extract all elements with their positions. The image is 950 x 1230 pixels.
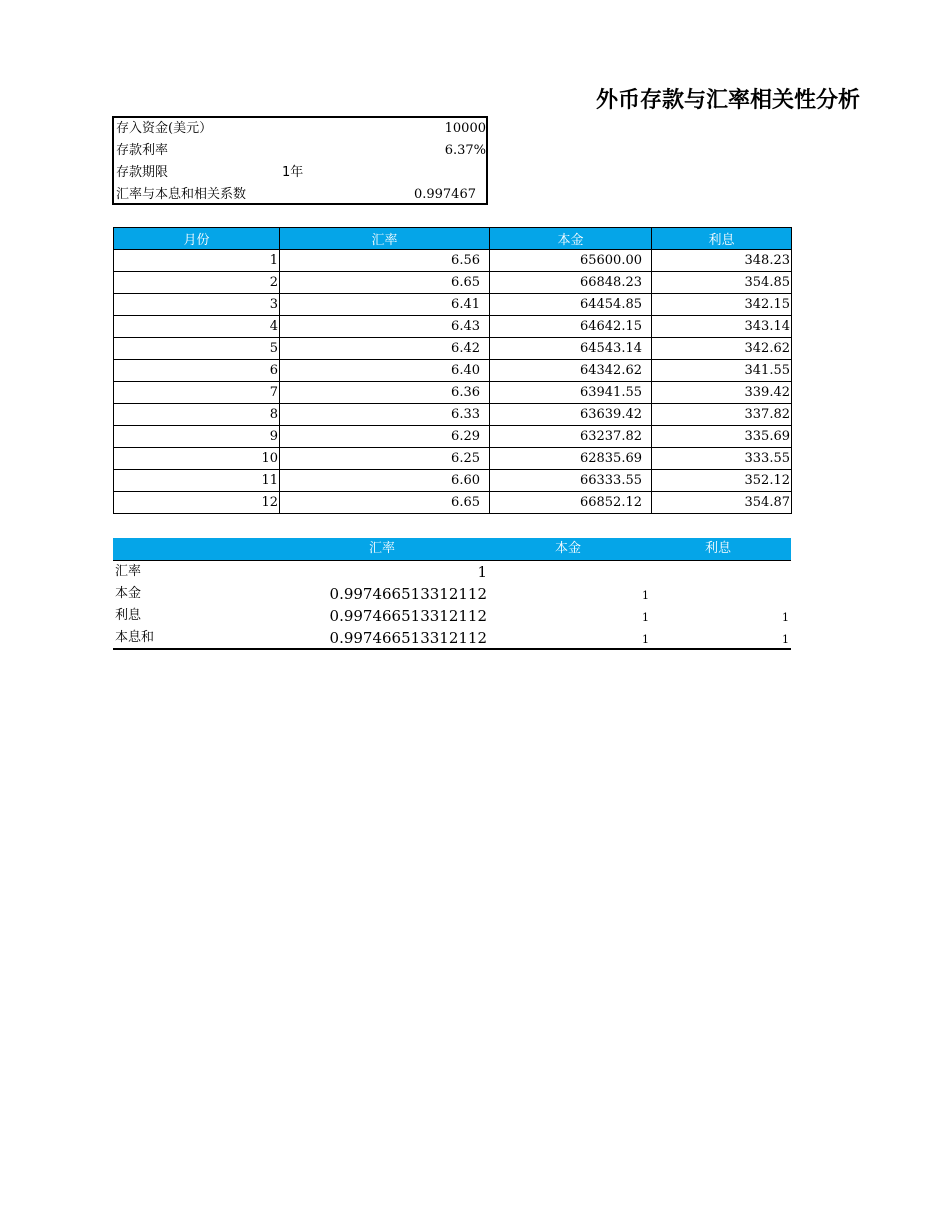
table-row [114,470,792,492]
header-rate: 汇率 [280,228,490,250]
corr-label: 本金 [115,586,142,601]
cell-interest[interactable]: 352.12 [652,470,792,492]
cell-interest[interactable]: 354.87 [652,492,792,514]
cell-rate[interactable]: 6.43 [280,316,490,338]
cell-interest[interactable]: 333.55 [652,448,792,470]
corr-cell-rate[interactable]: 0.997466513312112 [329,629,487,647]
cell-principal[interactable]: 65600.00 [490,250,652,272]
page-title: 外币存款与汇率相关性分析 [596,88,861,113]
corr-cell-rate[interactable]: 1 [477,563,487,581]
cell-interest[interactable]: 342.15 [652,294,792,316]
header-month: 月份 [114,228,280,250]
table-row [114,294,792,316]
table-row [114,338,792,360]
corr-label: 本息和 [115,630,155,645]
cell-rate[interactable]: 6.65 [280,492,490,514]
cell-rate[interactable]: 6.65 [280,272,490,294]
cell-principal[interactable]: 64342.62 [490,360,652,382]
table-row [114,426,792,448]
table-row [114,272,792,294]
corr-label: 汇率 [115,564,142,579]
table-row [114,360,792,382]
cell-principal[interactable]: 64642.15 [490,316,652,338]
cell-month[interactable]: 2 [114,272,280,294]
corr-header-principal: 本金 [555,541,582,556]
table-row [114,382,792,404]
correlation-row [113,561,791,583]
corr-cell-principal[interactable]: 1 [642,589,649,602]
param-label-rate: 存款利率 [116,143,169,158]
cell-principal[interactable]: 66333.55 [490,470,652,492]
table-row [114,492,792,514]
table-row [114,404,792,426]
corr-label: 利息 [115,608,142,623]
corr-cell-interest[interactable]: 1 [782,633,789,646]
table-row [114,448,792,470]
cell-interest[interactable]: 341.55 [652,360,792,382]
correlation-row [113,627,791,649]
param-value-term[interactable]: 1年 [282,165,304,180]
cell-month[interactable]: 4 [114,316,280,338]
corr-header-rate: 汇率 [369,541,396,556]
cell-principal[interactable]: 64543.14 [490,338,652,360]
cell-principal[interactable]: 62835.69 [490,448,652,470]
cell-month[interactable]: 3 [114,294,280,316]
correlation-bottom-border [113,648,791,650]
cell-interest[interactable]: 354.85 [652,272,792,294]
corr-header-interest: 利息 [705,541,732,556]
parameters-box [112,116,488,205]
corr-cell-principal[interactable]: 1 [642,611,649,624]
cell-principal[interactable]: 66852.12 [490,492,652,514]
param-value-correlation[interactable]: 0.997467 [413,187,476,202]
param-value-capital[interactable]: 10000 [444,121,486,136]
corr-cell-rate[interactable]: 0.997466513312112 [329,585,487,603]
param-label-term: 存款期限 [116,165,169,180]
correlation-row [113,605,791,627]
cell-principal[interactable]: 63639.42 [490,404,652,426]
cell-rate[interactable]: 6.40 [280,360,490,382]
header-interest: 利息 [652,228,792,250]
cell-month[interactable]: 9 [114,426,280,448]
cell-principal[interactable]: 63941.55 [490,382,652,404]
cell-rate[interactable]: 6.36 [280,382,490,404]
table-row [114,316,792,338]
cell-month[interactable]: 11 [114,470,280,492]
cell-month[interactable]: 7 [114,382,280,404]
corr-cell-principal[interactable]: 1 [642,633,649,646]
corr-cell-interest[interactable]: 1 [782,611,789,624]
cell-rate[interactable]: 6.60 [280,470,490,492]
cell-interest[interactable]: 343.14 [652,316,792,338]
cell-principal[interactable]: 64454.85 [490,294,652,316]
cell-rate[interactable]: 6.56 [280,250,490,272]
cell-interest[interactable]: 339.42 [652,382,792,404]
cell-rate[interactable]: 6.41 [280,294,490,316]
cell-month[interactable]: 1 [114,250,280,272]
correlation-row [113,583,791,605]
cell-month[interactable]: 6 [114,360,280,382]
cell-interest[interactable]: 337.82 [652,404,792,426]
cell-month[interactable]: 5 [114,338,280,360]
cell-rate[interactable]: 6.29 [280,426,490,448]
param-value-rate[interactable]: 6.37% [444,143,486,158]
data-table [113,227,792,514]
cell-month[interactable]: 8 [114,404,280,426]
cell-principal[interactable]: 63237.82 [490,426,652,448]
cell-interest[interactable]: 335.69 [652,426,792,448]
cell-rate[interactable]: 6.33 [280,404,490,426]
cell-interest[interactable]: 342.62 [652,338,792,360]
header-principal: 本金 [490,228,652,250]
cell-interest[interactable]: 348.23 [652,250,792,272]
param-label-correlation: 汇率与本息和相关系数 [116,187,247,202]
cell-month[interactable]: 10 [114,448,280,470]
correlation-header-row [113,538,791,561]
cell-rate[interactable]: 6.25 [280,448,490,470]
cell-rate[interactable]: 6.42 [280,338,490,360]
cell-principal[interactable]: 66848.23 [490,272,652,294]
table-row [114,250,792,272]
table-header-row [114,228,792,250]
param-label-capital: 存入资金(美元） [116,121,213,136]
corr-cell-rate[interactable]: 0.997466513312112 [329,607,487,625]
cell-month[interactable]: 12 [114,492,280,514]
